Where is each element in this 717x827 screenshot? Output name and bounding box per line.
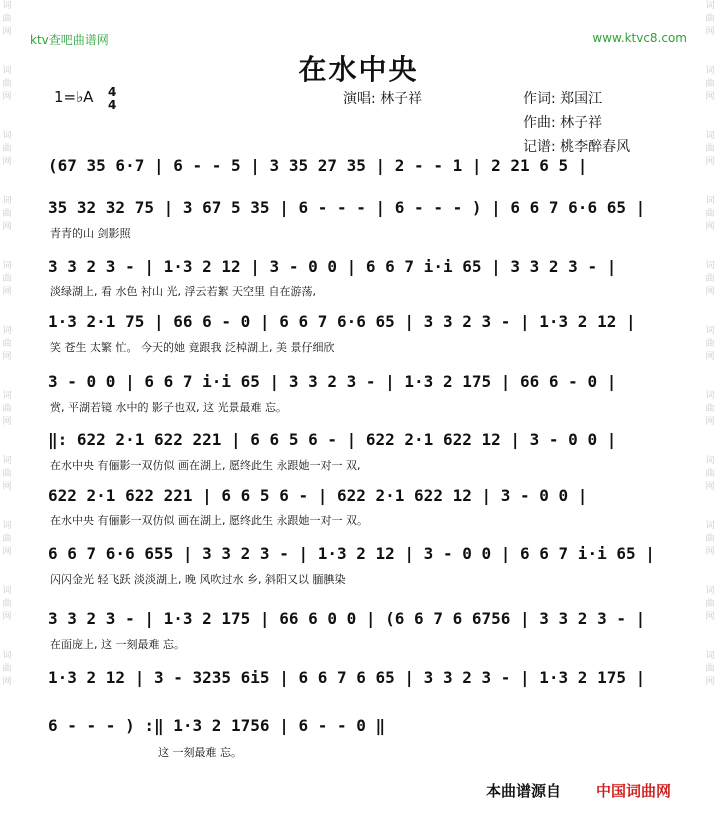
- notation-line-3: 3 3 2 3 - | 1·3 2 12 | 3 - 0 0 | 6 6 7 i·i 65 | 3 3 2 3 - |: [48, 257, 617, 276]
- time-signature-top: 4: [108, 85, 117, 99]
- lyricist-credit: 作词: 郑国江: [523, 91, 603, 107]
- notation-line-6: ‖: 622 2·1 622 221 | 6 6 5 6 - | 622 2·1 622 12 | 3 - 0 0 |: [48, 430, 617, 449]
- lyric-line-11: 这 一刻最难 忘。: [158, 746, 242, 759]
- lyric-line-2: 青青的山 剑影照: [50, 227, 131, 240]
- lyric-line-4: 笑 苍生 太繁 忙。 今天的她 竟跟我 泛棹湖上, 美 景仔细欣: [50, 341, 335, 354]
- singer-credit: 演唱: 林子祥: [343, 91, 423, 107]
- key-signature: 1=♭A: [54, 88, 94, 106]
- notation-line-10: 1·3 2 12 | 3 - 3235 6i5 | 6 6 7 6 65 | 3 3 2 3 - | 1·3 2 175 |: [48, 668, 646, 687]
- lyric-line-7: 在水中央 有俪影一双仿似 画在湖上, 愿终此生 永跟她一对一 双。: [50, 514, 368, 527]
- lyric-line-5: 赏, 平湖若镜 水中的 影子也双, 这 光景最难 忘。: [50, 401, 287, 414]
- lyric-line-3: 淡绿湖上, 看 水色 衬山 光, 浮云若絮 天空里 自在游荡,: [50, 285, 316, 298]
- notation-line-2: 35 32 32 75 | 3 67 5 35 | 6 - - - | 6 - - - ) | 6 6 7 6·6 65 |: [48, 198, 646, 217]
- footer-source-site: 中国词曲网: [596, 782, 672, 800]
- site-name-left: ktv查吧曲谱网: [30, 33, 109, 47]
- lyric-line-6: 在水中央 有俪影一双仿似 画在湖上, 愿终此生 永跟她一对一 双,: [50, 459, 361, 472]
- notation-line-9: 3 3 2 3 - | 1·3 2 175 | 66 6 0 0 | (6 6 7 6 6756 | 3 3 2 3 - |: [48, 609, 646, 628]
- notation-line-11: 6 - - - ) :‖ 1·3 2 1756 | 6 - - 0 ‖: [48, 716, 386, 735]
- composer-credit: 作曲: 林子祥: [523, 115, 603, 131]
- lyric-line-8: 闪闪金光 轻飞跃 淡淡湖上, 晚 风吹过水 乡, 斜阳又以 腼腆染: [50, 573, 346, 586]
- transcriber-credit: 记谱: 桃李醉春风: [523, 139, 631, 155]
- lyric-line-9: 在面庞上, 这 一刻最难 忘。: [50, 638, 185, 651]
- watermark-sidebar-right: 词 曲 网 词 曲 网 词 曲 网 词 曲 网 词 曲 网 词 曲 网 词 曲 网 词 曲 网 词 曲 网 词 曲 网 词 曲 网: [705, 1, 715, 687]
- time-signature-bottom: 4: [108, 98, 117, 112]
- notation-line-1: (67 35 6·7 | 6 - - 5 | 3 35 27 35 | 2 - - 1 | 2 21 6 5 |: [48, 156, 588, 175]
- watermark-sidebar-left: 词 曲 网 词 曲 网 词 曲 网 词 曲 网 词 曲 网 词 曲 网 词 曲 网 词 曲 网 词 曲 网 词 曲 网 词 曲 网: [2, 1, 12, 687]
- footer-source-label: 本曲谱源自: [486, 782, 562, 800]
- time-signature: [108, 86, 116, 112]
- song-title: 在水中央: [298, 53, 419, 86]
- notation-line-5: 3 - 0 0 | 6 6 7 i·i 65 | 3 3 2 3 - | 1·3 2 175 | 66 6 - 0 |: [48, 372, 617, 391]
- notation-line-4: 1·3 2·1 75 | 66 6 - 0 | 6 6 7 6·6 65 | 3 3 2 3 - | 1·3 2 12 |: [48, 312, 636, 331]
- notation-line-7: 622 2·1 622 221 | 6 6 5 6 - | 622 2·1 622 12 | 3 - 0 0 |: [48, 486, 588, 505]
- notation-line-8: 6 6 7 6·6 655 | 3 3 2 3 - | 1·3 2 12 | 3 - 0 0 | 6 6 7 i·i 65 |: [48, 544, 655, 563]
- site-url-right: www.ktvc8.com: [592, 31, 687, 45]
